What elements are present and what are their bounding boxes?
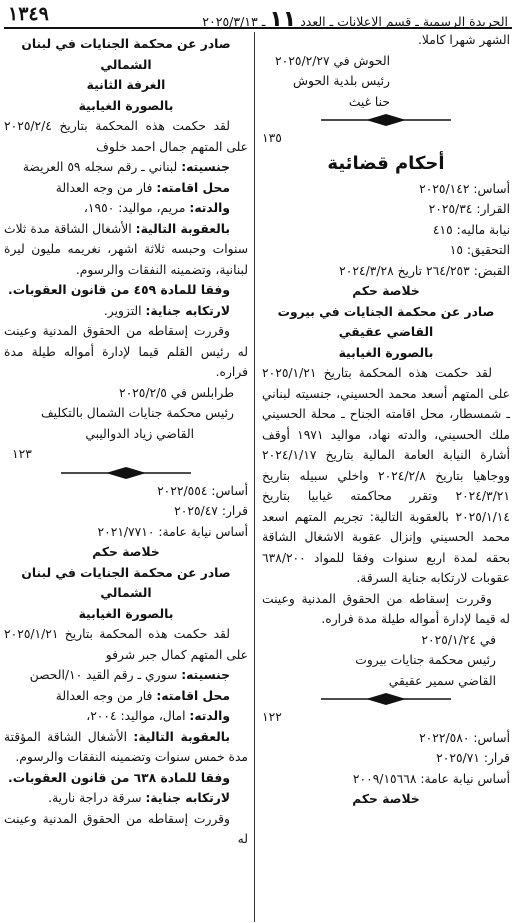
case-investigation: التحقيق: ١٥ [449, 243, 510, 257]
section-title: أحكام قضائية [327, 152, 445, 174]
signer-name: القاضي زياد الدواليبي [85, 426, 194, 441]
mother-line [4, 706, 248, 727]
field-label: لارتكابه جناية: [145, 303, 230, 318]
place-date: طرابلس في ٢٠٢٥/٢/٥ [118, 385, 234, 400]
field-value: لبناني ـ رقم سجله ٥٩ العريضة [22, 160, 178, 174]
field-label: والدته: [189, 709, 230, 723]
court-name: صادر عن محكمة الجنايات في لبنان الشمالي [21, 37, 231, 72]
signer-name: القاضي سمير عقيقي [388, 673, 496, 688]
case-arrest: القبض: ٢٦٤/٢٥٣ تاريخ ٢٠٢٤/٣/٢٨ [339, 263, 510, 278]
place-date: الحوش في ٢٠٢٥/٢/٢٧ [275, 53, 390, 68]
case-prosecution-basis: أساس نيابة عامة: ٢٠٢١/٧٧١٠ [97, 524, 248, 539]
case-basis: أساس: ٢٠٢٢/٥٨٠ [419, 730, 510, 745]
field-label: لارتكابه جناية: [145, 791, 230, 805]
case-finance-prosecution: نيابة ماليه: ٤١٥ [432, 222, 510, 237]
confiscation-text: وقررت إسقاطه من الحقوق المدنية وعينت له [4, 811, 248, 846]
place-date: في ٢٠٢٥/١/٢٤ [421, 632, 496, 647]
field-label: بالعقوبة التالية: [135, 221, 230, 236]
field-label: والدته: [189, 201, 230, 215]
absentia-label: بالصورة الغيابية [338, 345, 434, 360]
field-label: جنسيته: [181, 668, 230, 682]
page-header [0, 0, 516, 32]
case-prosecution-basis: أساس نيابة عامة: ٢٠٠٩/١٥٦٦٨ [352, 771, 510, 786]
case-basis: أساس: ٢٠٢٢/٥٥٤ [157, 483, 248, 498]
case-decision: قرار: ٢٠٢٥/٧١ [436, 751, 510, 765]
running-title-date: ـ ٢٠٢٥/٣/١٣ [202, 14, 266, 29]
notice-number: ١٢٢ [262, 710, 282, 724]
notice-number: ١٣٥ [262, 131, 282, 145]
field-value: مريم، مواليد: ١٩٥٠، [83, 201, 186, 215]
confiscation-text: وقررت إسقاطه من الحقوق المدنية وعينت له رئيس القلم قيما لإدارة أمواله طيلة مدة فراره. [4, 324, 248, 379]
residence-line [4, 178, 248, 199]
court-name: صادر عن محكمة الجنايات في لبنان الشمالي [21, 565, 231, 600]
chamber-name: الغرفة الثانية [86, 78, 166, 92]
ornament-divider [262, 691, 510, 707]
crime-line [4, 301, 248, 322]
penalty-line [4, 219, 248, 281]
right-column [262, 30, 510, 810]
judgment-body: لقد حكمت هذه المحكمة بتاريخ ٢٠٢٥/١/٢١ على المتهم أسعد محمد الحسيني، جنسيته لبناني ـ شمسطار، محل اقامته الجناح ـ محلة الحسيني ملك الحسيني، والدته نهاد، مواليد ١٩٧١ أوقف أشارة النيابة العامة المالية بتاريخ ٢٠٢٤/١/١٧ ووجاهيا بتاريخ ٢٠٢٤/٢/٨ واخلي سبيله بتاريخ ٢٠٢٤/٣/٢١ وتقرر محاكمته غيابيا بتاريخ ٢٠٢٥/١/١٤ بالعقوبة التالية: تجريم المتهم اسعد محمد الحسيني وإنزال عقوبة الاشغال الشاقة بحقه لمدة اربع سنوات وفقا للمواد ٦٣٨/٢٠٠ عقوبات لارتكابه جناية السرقة. [262, 366, 510, 585]
case-basis: أساس: ٢٠٢٥/١٤٢ [419, 181, 510, 196]
field-value: التزوير. [103, 303, 142, 318]
nationality-line [4, 665, 248, 686]
field-value: سوري ـ رقم القيد ١٠/الحصن [29, 668, 178, 682]
crime-line [4, 788, 248, 809]
court-name: صادر عن محكمة الجنايات في بيروت [277, 304, 495, 319]
notice-signature [262, 51, 510, 113]
absentia-label: بالصورة الغيابية [78, 606, 174, 621]
column-divider [254, 32, 255, 922]
ornament-divider-icon [321, 691, 451, 707]
field-value: الأشغال الشاقة مدة ثلاث سنوات وحبسه ثلاثة اشهر، نغريمه مليون ليرة لبنانية، وتضمينه النفقات والرسوم. [4, 221, 248, 277]
absentia-label: بالصورة الغيابية [78, 98, 174, 113]
signer-title: رئيس محكمة جنايات بيروت [355, 653, 496, 667]
field-label: بالعقوبة التالية: [133, 729, 230, 744]
residence-line [4, 686, 248, 707]
nationality-line [4, 157, 248, 178]
judgment-body: لقد حكمت هذه المحكمة بتاريخ ٢٠٢٥/٢/٤ على المتهم جمال احمد خلوف [4, 119, 248, 154]
field-label: محل اقامته: [156, 688, 230, 703]
field-value: فار من وجه العدالة [55, 688, 153, 703]
case-decision: قرار: ٢٠٢٥/٤٧ [174, 504, 248, 518]
field-label: محل اقامته: [156, 180, 230, 195]
running-title-text: الجريدة الرسمية ـ قسم الاعلانات ـ العدد [300, 14, 508, 29]
summary-title: خلاصة حكم [352, 284, 420, 298]
field-value: امال، مواليد: ٢٠٠٤، [86, 709, 186, 723]
ornament-divider [4, 465, 248, 481]
field-value: فار من وجه العدالة [55, 180, 153, 195]
ornament-divider [262, 112, 510, 128]
notice-number: ١٢٣ [12, 447, 32, 461]
signer-name: حنا غيث [348, 94, 390, 109]
summary-title: خلاصة حكم [92, 545, 160, 559]
case-decision: القرار: ٢٠٢٥/٣٤ [428, 202, 510, 216]
signer-title: رئيس محكمة جنايات الشمال بالتكليف [40, 406, 234, 420]
penalty-line [4, 727, 248, 768]
article-line: وفقا للمادة ٤٥٩ من قانون العقوبات. [8, 283, 230, 297]
field-value: الأشغال الشاقة المؤقتة مدة خمس سنوات وتضمينه النفقات والرسوم. [4, 729, 248, 764]
field-value: سرقة دراجة نارية. [48, 791, 142, 805]
page-number: ١٣٤٩ [8, 3, 49, 25]
judge-header: القاضي عقيقي [338, 325, 434, 339]
issue-number: ١١ [269, 7, 297, 32]
case-signature [4, 383, 248, 445]
case-signature [262, 630, 510, 692]
mother-line [4, 198, 248, 219]
carry-over-line: الشهر شهرا كاملا. [417, 33, 510, 47]
article-line: وفقا للمادة ٦٣٨ من قانون العقوبات. [8, 770, 230, 785]
left-column [4, 30, 248, 850]
header-rule [4, 27, 512, 29]
ornament-divider-icon [61, 465, 191, 481]
judgment-body: لقد حكمت هذه المحكمة بتاريخ ٢٠٢٥/١/٢١ على المتهم كمال جبر شرفو [4, 627, 248, 662]
confiscation-text: وقررت إسقاطه من الحقوق المدنية وعينت له قيما لإدارة أمواله طيلة مدة فراره. [262, 591, 510, 626]
ornament-divider-icon [321, 112, 451, 128]
signer-title: رئيس بلدية الحوش [293, 74, 390, 88]
field-label: جنسيته: [181, 160, 230, 174]
summary-title: خلاصة حكم [352, 792, 420, 806]
